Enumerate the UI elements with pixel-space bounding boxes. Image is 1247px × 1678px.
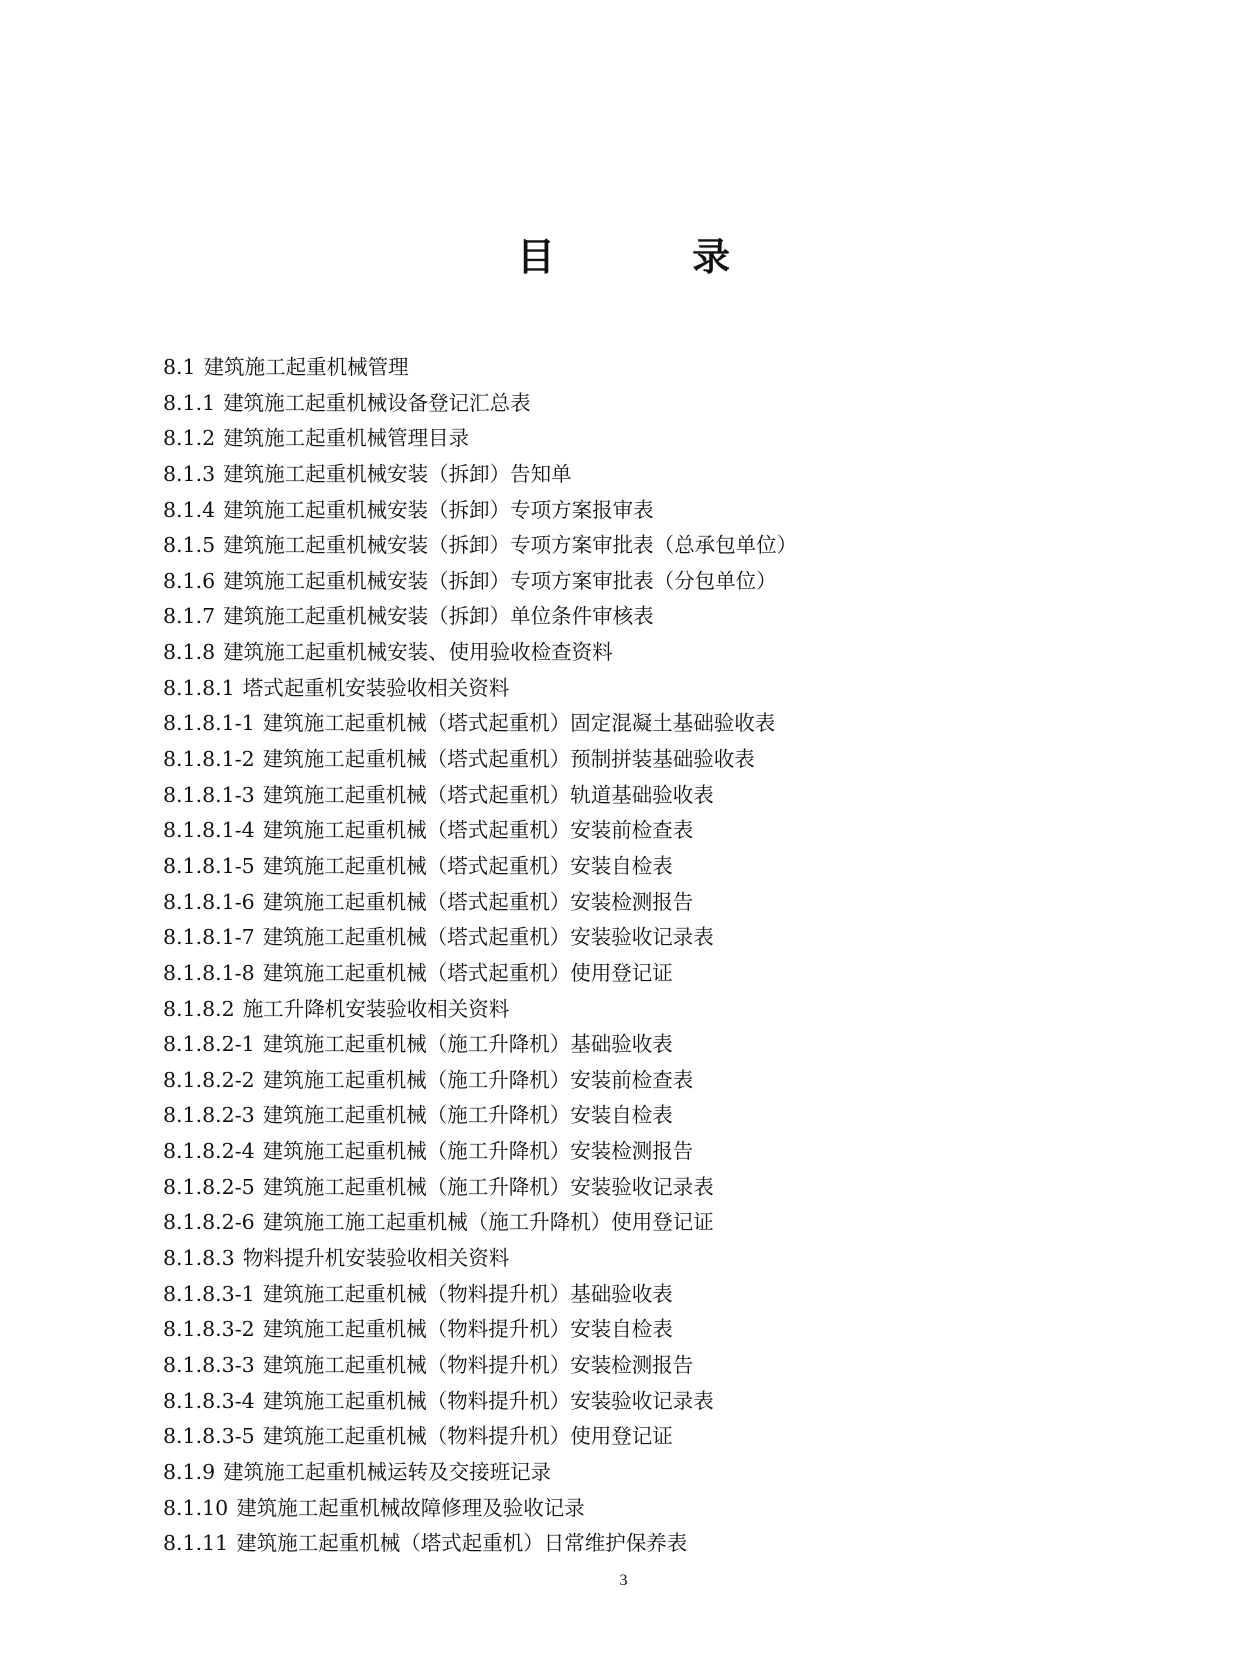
toc-entry-title: 建筑施工起重机械管理目录 [223, 426, 470, 451]
toc-entry [163, 1455, 1163, 1491]
toc-entry-number: 8.1.8.1-7 [163, 925, 255, 950]
toc-entry-number: 8.1.8.3-2 [163, 1317, 255, 1342]
toc-entry [163, 1098, 1163, 1134]
toc-entry [163, 1027, 1163, 1063]
toc-entry-number: 8.1.8.3-3 [163, 1352, 255, 1377]
toc-entry [163, 1170, 1163, 1206]
toc-entry-title: 建筑施工起重机械（物料提升机）使用登记证 [262, 1424, 673, 1449]
toc-entry [163, 564, 1163, 600]
toc-entry-number: 8.1.8.1-5 [163, 853, 255, 878]
toc-entry-title: 建筑施工起重机械（物料提升机）基础验收表 [262, 1281, 673, 1306]
toc-entry [163, 1277, 1163, 1313]
toc-entry-number: 8.1.8.2-2 [163, 1067, 255, 1092]
toc-entry [163, 1526, 1163, 1562]
toc-entry [163, 421, 1163, 457]
toc-entry-number: 8.1.8.2-1 [163, 1032, 255, 1057]
toc-entry-title: 建筑施工起重机械（塔式起重机）使用登记证 [262, 960, 673, 985]
toc-entry [163, 1384, 1163, 1420]
toc-entry-title: 建筑施工起重机械管理 [203, 355, 409, 379]
toc-entry-number: 8.1.4 [163, 497, 216, 522]
toc-entry-number: 8.1.9 [163, 1459, 216, 1484]
toc-entry-title: 建筑施工起重机械（塔式起重机）日常维护保养表 [236, 1531, 688, 1556]
toc-entry-title: 建筑施工起重机械运转及交接班记录 [223, 1459, 552, 1484]
toc-entry-number: 8.1.3 [163, 461, 216, 486]
page-title: 目 录 [516, 234, 793, 279]
toc-entry-number: 8.1.11 [163, 1531, 229, 1556]
toc-entry [163, 849, 1163, 885]
toc-entry-number: 8.1.5 [163, 533, 216, 558]
toc-entry-title: 建筑施工起重机械安装（拆卸）单位条件审核表 [223, 604, 654, 629]
toc-entry [163, 671, 1163, 707]
toc-entry-title: 建筑施工起重机械故障修理及验收记录 [236, 1495, 585, 1520]
toc-entry-number: 8.1.10 [163, 1495, 229, 1520]
toc-entry [163, 992, 1163, 1028]
toc-entry [163, 350, 1163, 386]
toc-entry [163, 1134, 1163, 1170]
toc-entry-title: 建筑施工起重机械（施工升降机）安装验收记录表 [262, 1174, 714, 1199]
toc-entry-title: 建筑施工起重机械（塔式起重机）轨道基础验收表 [262, 782, 714, 807]
toc-entry-title: 塔式起重机安装验收相关资料 [242, 675, 510, 700]
toc-entry-number: 8.1.8.1-3 [163, 782, 255, 807]
toc-entry-title: 建筑施工起重机械（塔式起重机）安装检测报告 [262, 889, 694, 914]
toc-entry-title: 建筑施工起重机械（施工升降机）安装前检查表 [262, 1067, 694, 1092]
toc-entry [163, 1205, 1163, 1241]
toc-entry-title: 物料提升机安装验收相关资料 [242, 1246, 510, 1271]
toc-entry-title: 建筑施工起重机械设备登记汇总表 [223, 390, 531, 415]
toc-entry [163, 1348, 1163, 1384]
toc-entry-number: 8.1.8.2-3 [163, 1103, 255, 1128]
toc-entry [163, 778, 1163, 814]
toc-entry-number: 8.1.8.1-1 [163, 711, 255, 736]
toc-entry-title: 建筑施工起重机械（施工升降机）安装自检表 [262, 1103, 673, 1128]
toc-entry [163, 1241, 1163, 1277]
toc-entry-title: 建筑施工起重机械（塔式起重机）安装前检查表 [262, 818, 694, 843]
toc-entry-title: 建筑施工起重机械安装（拆卸）专项方案报审表 [223, 497, 654, 522]
toc-entry-title: 施工升降机安装验收相关资料 [242, 996, 510, 1021]
toc-entry-title: 建筑施工起重机械安装（拆卸）专项方案审批表（总承包单位） [223, 533, 798, 558]
toc-entry [163, 599, 1163, 635]
toc-entry-title: 建筑施工起重机械（塔式起重机）安装自检表 [262, 853, 673, 878]
toc-entry-number: 8.1.8.1-4 [163, 818, 255, 843]
toc-entry-title: 建筑施工起重机械（塔式起重机）安装验收记录表 [262, 925, 714, 950]
toc-entry-number: 8.1.8.1-8 [163, 960, 255, 985]
toc-entry-number: 8.1.8.3-5 [163, 1424, 255, 1449]
toc-entry [163, 742, 1163, 778]
toc-entry [163, 493, 1163, 529]
toc-entry-title: 建筑施工起重机械（施工升降机）基础验收表 [262, 1032, 673, 1057]
toc-entry-number: 8.1.8.3-1 [163, 1281, 255, 1306]
toc-entry-title: 建筑施工起重机械（施工升降机）安装检测报告 [262, 1139, 694, 1164]
toc-entry [163, 1419, 1163, 1455]
toc-entry-title: 建筑施工起重机械（物料提升机）安装自检表 [262, 1317, 673, 1342]
toc-entry-number: 8.1.8.1-6 [163, 889, 255, 914]
toc-entry-number: 8.1.8 [163, 640, 216, 665]
toc-entry-number: 8.1.8.2-5 [163, 1174, 255, 1199]
toc-entry [163, 1312, 1163, 1348]
toc-entry-title: 建筑施工起重机械（物料提升机）安装验收记录表 [262, 1388, 714, 1413]
toc-entry-number: 8.1.8.1 [163, 675, 235, 700]
toc-entry [163, 920, 1163, 956]
toc-entry [163, 885, 1163, 921]
toc-entry [163, 386, 1163, 422]
page-number: 3 [619, 1572, 628, 1589]
toc-entry-number: 8.1.8.2-4 [163, 1139, 255, 1164]
toc-entry [163, 956, 1163, 992]
table-of-contents [163, 350, 1163, 1562]
toc-entry-title: 建筑施工起重机械安装（拆卸）告知单 [223, 461, 572, 486]
toc-entry [163, 635, 1163, 671]
toc-entry [163, 813, 1163, 849]
toc-entry-number: 8.1.8.2 [163, 996, 235, 1021]
toc-entry-number: 8.1.6 [163, 568, 216, 593]
toc-entry-number: 8.1.8.3 [163, 1246, 235, 1271]
toc-entry-number: 8.1.8.2-6 [163, 1210, 255, 1235]
toc-entry-title: 建筑施工施工起重机械（施工升降机）使用登记证 [262, 1210, 714, 1235]
toc-entry-number: 8.1.2 [163, 426, 216, 451]
toc-entry-title: 建筑施工起重机械（塔式起重机）固定混凝土基础验收表 [262, 711, 776, 736]
toc-entry [163, 457, 1163, 493]
toc-entry-title: 建筑施工起重机械安装、使用验收检查资料 [223, 640, 613, 665]
toc-entry [163, 1063, 1163, 1099]
toc-entry-title: 建筑施工起重机械（物料提升机）安装检测报告 [262, 1352, 694, 1377]
toc-entry-number: 8.1 [163, 355, 196, 379]
toc-entry-number: 8.1.1 [163, 390, 216, 415]
toc-entry-number: 8.1.7 [163, 604, 216, 629]
toc-entry-number: 8.1.8.3-4 [163, 1388, 255, 1413]
toc-entry-title: 建筑施工起重机械安装（拆卸）专项方案审批表（分包单位） [223, 568, 777, 593]
toc-entry-number: 8.1.8.1-2 [163, 747, 255, 772]
toc-entry [163, 1491, 1163, 1527]
toc-entry-title: 建筑施工起重机械（塔式起重机）预制拼装基础验收表 [262, 747, 755, 772]
toc-entry [163, 706, 1163, 742]
toc-entry [163, 528, 1163, 564]
